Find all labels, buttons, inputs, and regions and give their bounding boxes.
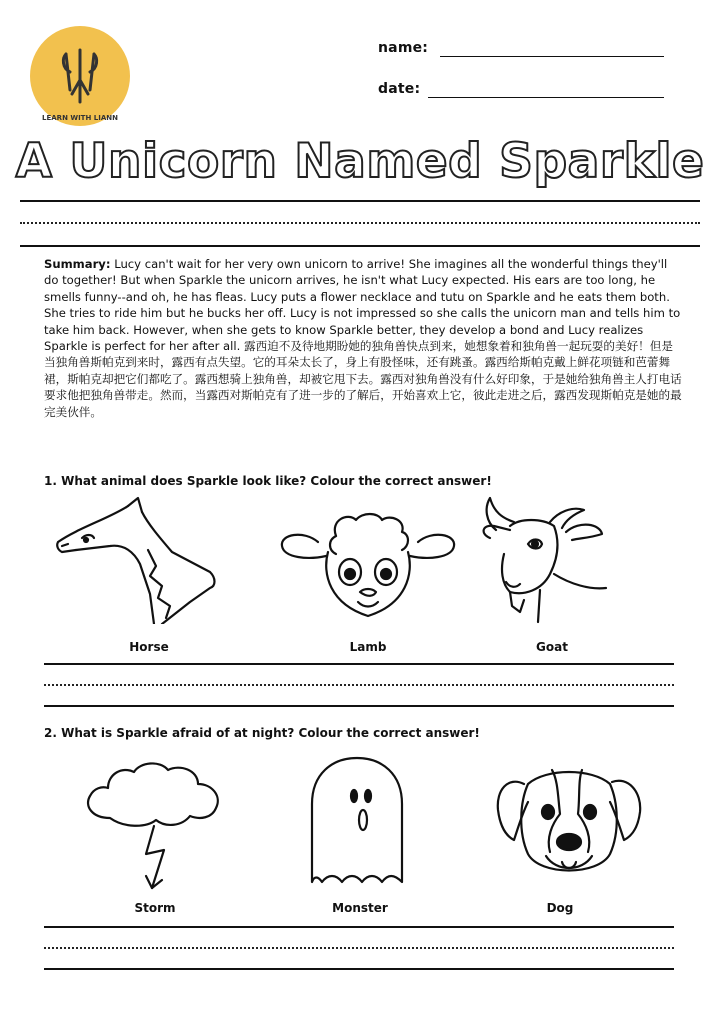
date-field[interactable] [428, 97, 664, 98]
summary-english: Lucy can't wait for her very own unicorn to arrive! She imagines all the wonderful things they'll do together! But when Sparkle the unicorn arrives, he isn't what Lucy expected. His ears are too long, he smells funny--and oh, he has fleas. Lucy puts a flower necklace and tutu on Sparkle and he eats them both. She tries to ride him but he bucks her off. Lucy is not impressed so she calls the unicorn man and tells him to take him back. However, when she gets to know Sparkle better, they develop a bond and Lucy realizes Sparkle is perfect for her after all. [44, 257, 681, 354]
writing-line [44, 663, 674, 665]
name-field[interactable] [440, 56, 664, 57]
ghost-icon[interactable] [312, 758, 402, 882]
answer-lamb[interactable]: Lamb [349, 640, 387, 654]
question-1: 1. What animal does Sparkle look like? Colour the correct answer! [44, 474, 492, 488]
answer-horse[interactable]: Horse [129, 640, 169, 654]
goat-icon[interactable] [484, 498, 606, 622]
worksheet-title: A Unicorn Named Sparkle [15, 134, 705, 189]
summary-text [44, 256, 684, 420]
logo-text: LEARN WITH LIANN [42, 114, 118, 122]
writing-line-dotted [20, 222, 700, 224]
writing-line [44, 705, 674, 707]
summary-chinese: 露西迫不及待地期盼她的独角兽快点到来，她想象着和独角兽一起玩耍的美好！但是当独角兽斯帕克到来时，露西有点失望。它的耳朵太长了，身上有股怪味，还有跳蚤。露西给斯帕克戴上鲜花项链和芭蕾舞裙，斯帕克却把它们都吃了。露西想骑上独角兽，却被它甩下去。露西对独角兽没有什么好印象，于是她给独角兽主人打电话要求他把独角兽带走。然而，当露西对斯帕克有了进一步的了解后，开始喜欢上它，彼此走进之后，露西发现斯帕克是她的最完美伙伴。 [44, 339, 682, 419]
answer-monster[interactable]: Monster [332, 901, 388, 915]
writing-line [44, 968, 674, 970]
storm-cloud-icon[interactable] [88, 763, 218, 888]
horse-icon[interactable] [50, 494, 220, 624]
writing-line-dotted [44, 947, 674, 949]
date-label: date: [378, 81, 421, 97]
learn-with-liann-logo [28, 24, 132, 128]
dog-icon[interactable] [498, 770, 640, 871]
answer-goat[interactable]: Goat [536, 640, 568, 654]
name-label: name: [378, 40, 429, 56]
answer-storm[interactable]: Storm [134, 901, 176, 915]
writing-line-dotted [44, 684, 674, 686]
summary-label: Summary: [44, 257, 111, 271]
question-2: 2. What is Sparkle afraid of at night? Colour the correct answer! [44, 726, 480, 740]
writing-line [44, 926, 674, 928]
answer-dog[interactable]: Dog [546, 901, 574, 915]
lamb-icon[interactable] [282, 514, 454, 616]
writing-line [20, 245, 700, 247]
title-underline [20, 200, 700, 202]
